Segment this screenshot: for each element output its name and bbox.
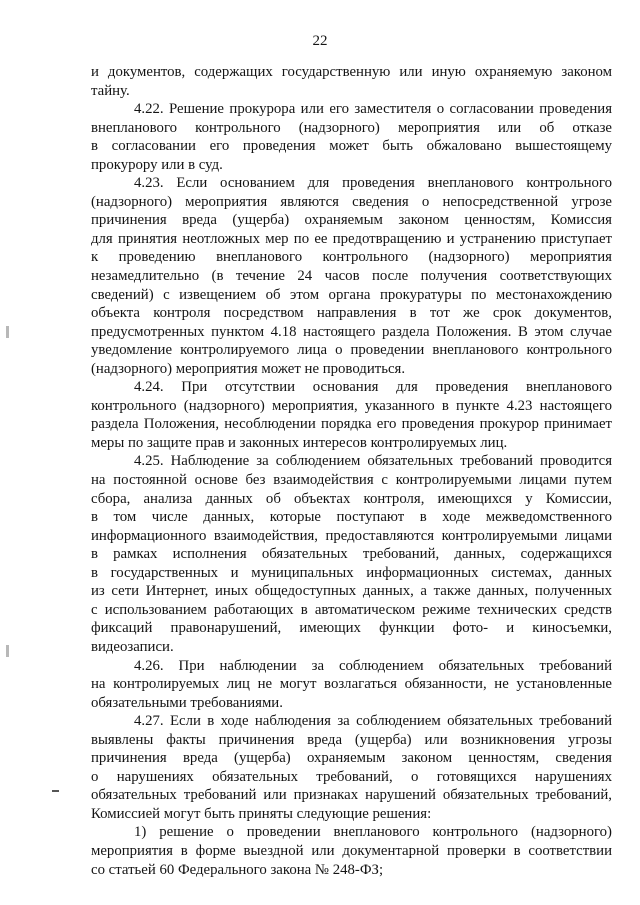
- text-line: и документов, содержащих государственную или иную охраняемую законом: [91, 64, 612, 80]
- text-line: причинения вреда (ущерба) охраняемым законом ценностям, Комиссия: [91, 212, 612, 229]
- text-line: с использованием работающих в автоматическом режиме технических средств: [91, 601, 612, 618]
- text-line: 4.23. Если основанием для проведения внепланового контрольного: [134, 175, 612, 192]
- text-line: из сети Интернет, иных общедоступных данных, а также данных, полученных: [91, 583, 612, 600]
- text-line: тайну.: [91, 82, 130, 99]
- text-line: в государственных и муниципальных информационных системах, данных: [91, 564, 612, 581]
- text-line: 4.25. Наблюдение за соблюдением обязательных требований проводится: [134, 453, 612, 470]
- text-line: информационного взаимодействия, предоставляются контролируемыми лицами: [91, 527, 612, 544]
- text-line: фиксаций правонарушений, имеющих функции фото- и киносъемки,: [91, 620, 612, 637]
- scan-mark: [6, 645, 9, 657]
- text-line: причинения вреда (ущерба) охраняемым законом ценностям, сведения: [91, 750, 612, 767]
- scan-mark: [6, 326, 9, 338]
- text-line: 4.24. При отсутствии основания для проведения внепланового: [134, 379, 612, 396]
- text-line: мероприятия в форме выездной или документарной проверки в соответствии: [91, 842, 612, 859]
- text-line: Комиссией могут быть приняты следующие решения:: [91, 805, 432, 822]
- text-line: о нарушениях обязательных требований, о готовящихся нарушениях: [91, 768, 612, 785]
- text-line: выявлены факты причинения вреда (ущерба) или возникновения угрозы: [91, 731, 612, 748]
- text-line: внепланового контрольного (надзорного) мероприятия или об отказе: [91, 119, 612, 136]
- text-line: обязательных требований или признаках нарушений обязательных требований,: [91, 787, 612, 804]
- text-line: контрольного (надзорного) мероприятия, указанного в пункте 4.23 настоящего: [91, 397, 612, 414]
- text-line: к проведению внепланового контрольного (надзорного) мероприятия: [91, 249, 612, 266]
- text-line: со статьей 60 Федерального закона № 248-ФЗ;: [91, 861, 384, 878]
- text-line: для принятия неотложных мер по ее предотвращению и устранению приступает: [91, 230, 612, 247]
- text-line: в том числе данных, которые поступают в ходе межведомственного: [91, 509, 612, 526]
- text-line: сведений) с извещением об этом органа прокуратуры по местонахождению: [91, 286, 612, 303]
- text-line: на контролируемых лиц не могут возлагаться обязанности, не установленные: [91, 676, 612, 693]
- text-line: раздела Положения, несоблюдении порядка его проведения прокурор принимает: [91, 416, 612, 433]
- text-line: видеозаписи.: [91, 638, 174, 655]
- text-line: меры по защите прав и законных интересов контролируемых лиц.: [91, 434, 508, 451]
- text-line: 4.26. При наблюдении за соблюдением обязательных требований: [134, 657, 612, 674]
- text-line: 1) решение о проведении внепланового контрольного (надзорного): [134, 824, 612, 841]
- page-number: 22: [312, 33, 328, 49]
- text-line: уведомление контролируемого лица о проведении внепланового контрольного: [91, 342, 612, 359]
- text-line: предусмотренных пунктом 4.18 настоящего раздела Положения. В этом случае: [91, 323, 612, 340]
- text-line: сбора, анализа данных об объектах контроля, имеющихся у Комиссии,: [91, 490, 612, 507]
- scan-mark: [52, 790, 59, 792]
- text-line: объекта контроля посредством направления в тот же срок документов,: [91, 305, 612, 322]
- text-line: в согласовании его проведения может быть обжаловано вышестоящему: [91, 138, 612, 155]
- document-body: [91, 63, 612, 879]
- text-line: 4.22. Решение прокурора или его заместителя о согласовании проведения: [134, 101, 612, 118]
- text-line: в рамках исполнения обязательных требований, данных, содержащихся: [91, 546, 612, 563]
- text-line: 4.27. Если в ходе наблюдения за соблюдением обязательных требований: [134, 713, 612, 730]
- text-line: прокурору или в суд.: [91, 156, 223, 173]
- text-line: незамедлительно (в течение 24 часов после получения соответствующих: [91, 268, 612, 285]
- text-line: на постоянной основе без взаимодействия с контролируемыми лицами путем: [91, 472, 612, 489]
- text-line: (надзорного) мероприятия являются сведения о непосредственной угрозе: [91, 193, 612, 210]
- text-line: обязательными требованиями.: [91, 694, 283, 711]
- text-line: (надзорного) мероприятия может не проводиться.: [91, 360, 406, 377]
